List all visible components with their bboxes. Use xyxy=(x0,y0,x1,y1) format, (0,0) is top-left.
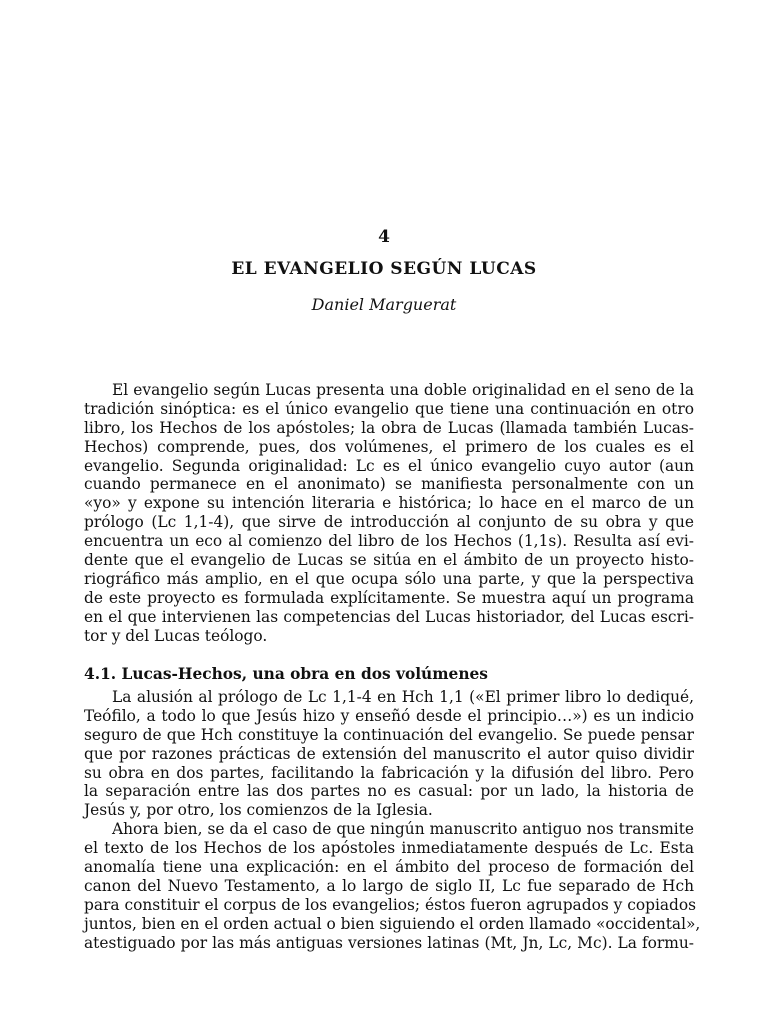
text-line: que por razones prácticas de extensión del manuscrito el autor quiso dividir xyxy=(84,744,694,763)
text-line: Hechos) comprende, pues, dos volúmenes, el primero de los cuales es el xyxy=(84,437,694,456)
text-line: en el que intervienen las competencias del Lucas historiador, del Lucas escri- xyxy=(84,607,694,626)
text-line: evangelio. Segunda originalidad: Lc es el único evangelio cuyo autor (aun xyxy=(84,456,694,475)
text-line: Teófilo, a todo lo que Jesús hizo y enseñó desde el principio…») es un indicio xyxy=(84,706,694,725)
text-line: para constituir el corpus de los evangelios; éstos fueron agrupados y copiados xyxy=(84,895,697,914)
text-line: seguro de que Hch constituye la continuación del evangelio. Se puede pensar xyxy=(84,725,694,744)
text-line: El evangelio según Lucas presenta una doble originalidad en el seno de la xyxy=(112,381,694,399)
intro-paragraph xyxy=(84,381,694,645)
text-line: de este proyecto es formulada explícitamente. Se muestra aquí un programa xyxy=(84,588,694,607)
text-line: prólogo (Lc 1,1-4), que sirve de introducción al conjunto de su obra y que xyxy=(84,513,694,532)
text-line: anomalía tiene una explicación: en el ámbito del proceso de formación del xyxy=(84,858,694,877)
text-line: tradición sinóptica: es el único evangelio que tiene una continuación en otro xyxy=(84,399,694,418)
text-line: su obra en dos partes, facilitando la fabricación y la difusión del libro. Pero xyxy=(84,763,694,782)
text-line: Ahora bien, se da el caso de que ningún manuscrito antiguo nos transmite xyxy=(112,820,694,839)
text-line: cuando permanece en el anonimato) se manifiesta personalmente con un xyxy=(84,475,694,494)
text-line: tor y del Lucas teólogo. xyxy=(84,626,268,645)
text-line: dente que el evangelio de Lucas se sitúa en el ámbito de un proyecto histo- xyxy=(84,551,694,570)
chapter-number: 4 xyxy=(378,227,390,247)
chapter-author: Daniel Marguerat xyxy=(311,295,457,314)
text-line: atestiguado por las más antiguas versiones latinas (Mt, Jn, Lc, Mc). La formu- xyxy=(84,933,694,952)
text-line: el texto de los Hechos de los apóstoles inmediatamente después de Lc. Esta xyxy=(84,839,694,858)
text-line: La alusión al prólogo de Lc 1,1-4 en Hch 1,1 («El primer libro lo dediqué, xyxy=(112,688,694,706)
text-line: «yo» y expone su intención literaria e histórica; lo hace en el marco de un xyxy=(84,494,694,513)
text-line: riográfico más amplio, en el que ocupa sólo una parte, y que la perspectiva xyxy=(84,569,694,588)
text-line: canon del Nuevo Testamento, a lo largo de siglo II, Lc fue separado de Hch xyxy=(84,876,694,895)
section-heading: 4.1. Lucas-Hechos, una obra en dos volúmenes xyxy=(84,665,488,683)
section-body xyxy=(84,688,701,952)
text-line: libro, los Hechos de los apóstoles; la obra de Lucas (llamada también Lucas- xyxy=(84,418,694,437)
text-line: juntos, bien en el orden actual o bien siguiendo el orden llamado «occidental», xyxy=(84,914,701,933)
text-line: Jesús y, por otro, los comienzos de la Iglesia. xyxy=(84,801,433,820)
text-line: encuentra un eco al comienzo del libro de los Hechos (1,1s). Resulta así evi- xyxy=(84,532,694,551)
text-line: la separación entre las dos partes no es casual: por un lado, la historia de xyxy=(84,782,694,801)
chapter-title: EL EVANGELIO SEGÚN LUCAS xyxy=(231,259,537,279)
